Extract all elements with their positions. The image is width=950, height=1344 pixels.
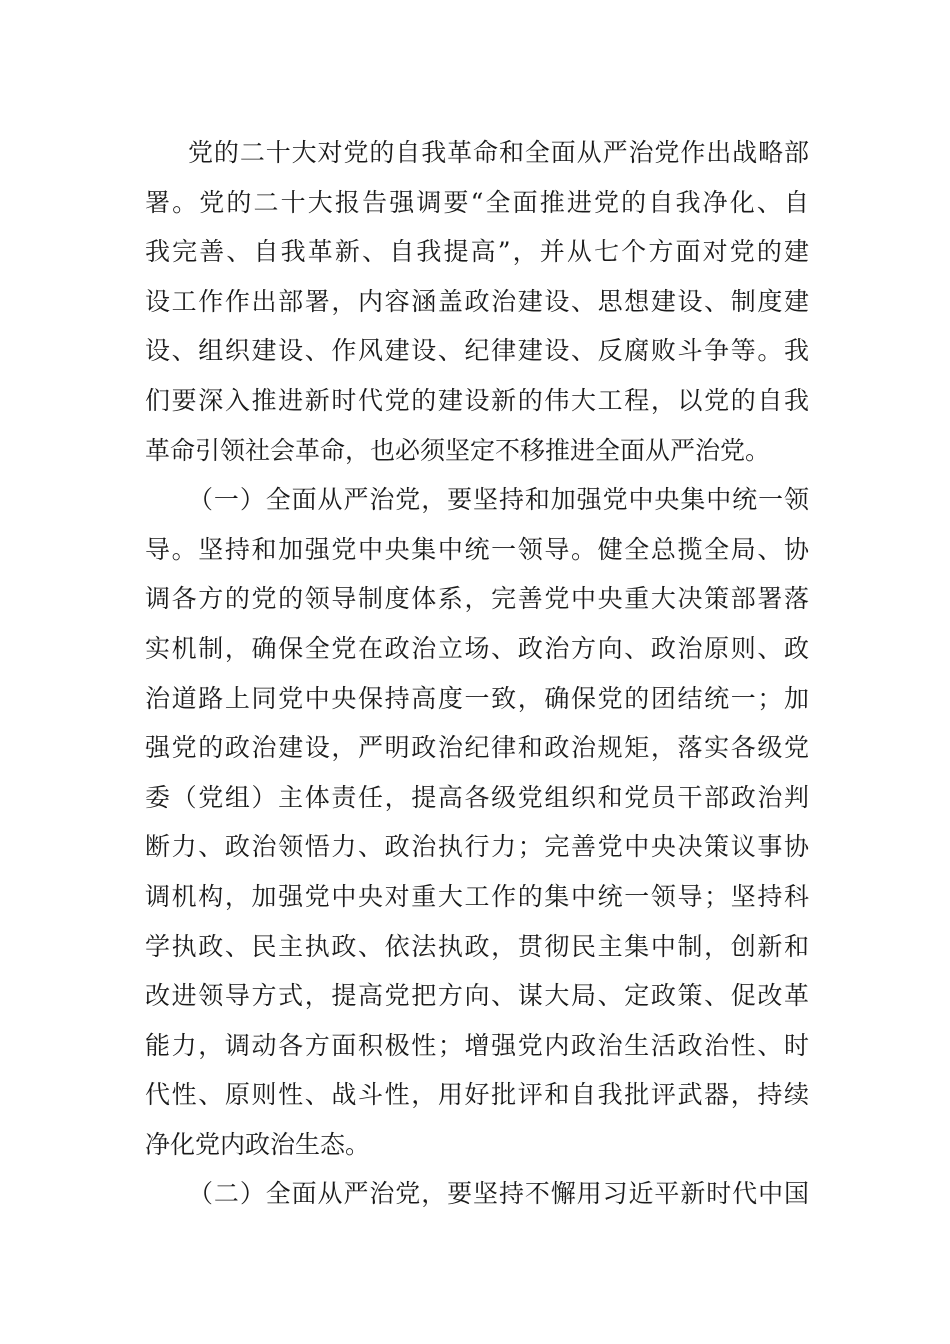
text-line: 实机制，确保全党在政治立场、政治方向、政治原则、政 — [145, 633, 809, 663]
text-line: 导。坚持和加强党中央集中统一领导。健全总揽全局、协 — [145, 534, 809, 564]
text-line: 能力，调动各方面积极性；增强党内政治生活政治性、时 — [145, 1030, 809, 1060]
text-line: 强党的政治建设，严明政治纪律和政治规矩，落实各级党 — [145, 733, 809, 763]
text-line: 调机构，加强党中央对重大工作的集中统一领导；坚持科 — [145, 881, 809, 911]
text-line: （一）全面从严治党，要坚持和加强党中央集中统一领 — [188, 485, 809, 515]
document-body — [145, 128, 809, 1219]
text-line: 改进领导方式，提高党把方向、谋大局、定政策、促改革 — [145, 981, 809, 1011]
text-line: 革命引领社会革命，也必须坚定不移推进全面从严治党。 — [145, 435, 771, 465]
paragraph-intro — [145, 128, 809, 475]
text-line: 断力、政治领悟力、政治执行力；完善党中央决策议事协 — [145, 832, 809, 862]
text-line: 治道路上同党中央保持高度一致，确保党的团结统一；加 — [145, 683, 809, 713]
text-line: 我完善、自我革新、自我提高”，并从七个方面对党的建 — [145, 237, 809, 267]
text-line: 委（党组）主体责任，提高各级党组织和党员干部政治判 — [145, 782, 809, 812]
text-line: 署。党的二十大报告强调要“全面推进党的自我净化、自 — [145, 187, 809, 217]
text-line: 党的二十大对党的自我革命和全面从严治党作出战略部 — [188, 138, 809, 167]
text-line: 学执政、民主执政、依法执政，贯彻民主集中制，创新和 — [145, 931, 809, 961]
paragraph-section-1 — [145, 475, 809, 1169]
text-line: 代性、原则性、战斗性，用好批评和自我批评武器，持续 — [145, 1080, 809, 1110]
text-line: （二）全面从严治党，要坚持不懈用习近平新时代中国 — [188, 1179, 809, 1209]
text-line: 设工作作出部署，内容涵盖政治建设、思想建设、制度建 — [145, 286, 809, 316]
text-line: 净化党内政治生态。 — [145, 1129, 371, 1159]
paragraph-section-2 — [145, 1169, 809, 1219]
text-line: 调各方的党的领导制度体系，完善党中央重大决策部署落 — [145, 584, 809, 614]
text-line: 设、组织建设、作风建设、纪律建设、反腐败斗争等。我 — [145, 336, 809, 366]
text-line: 们要深入推进新时代党的建设新的伟大工程，以党的自我 — [145, 385, 809, 415]
